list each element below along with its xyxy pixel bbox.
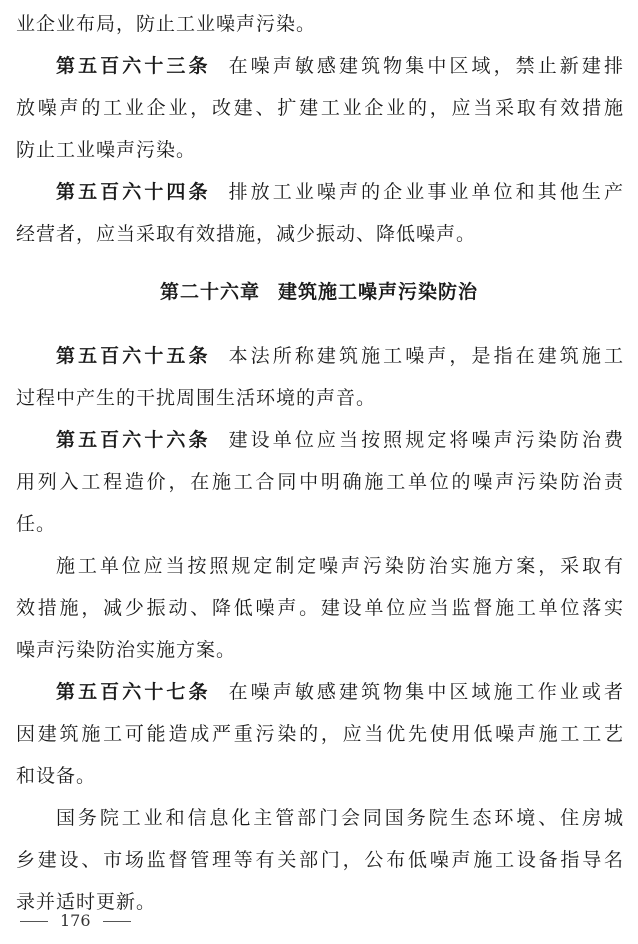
text-line: 噪声污染防治实施方案。 bbox=[16, 639, 237, 661]
article-label: 第五百六十六条 bbox=[56, 429, 211, 451]
chapter-number: 第二十六章 bbox=[159, 281, 260, 303]
text-line: 用列入工程造价，在施工合同中明确施工单位的噪声污染防治责 bbox=[16, 471, 624, 493]
article-label: 第五百六十三条 bbox=[56, 55, 211, 77]
text-line: 经营者，应当采取有效措施，减少振动、降低噪声。 bbox=[16, 223, 477, 245]
article-label: 第五百六十五条 bbox=[56, 345, 211, 367]
text-line: 录并适时更新。 bbox=[16, 891, 157, 913]
text-line: 任。 bbox=[16, 513, 57, 535]
article-567-line: 第五百六十七条 在噪声敏感建筑物集中区域施工作业或者 bbox=[56, 681, 624, 703]
text-line: 和设备。 bbox=[16, 765, 97, 787]
text-line: 业企业布局，防止工业噪声污染。 bbox=[16, 13, 317, 35]
text-line: 放噪声的工业企业，改建、扩建工业企业的，应当采取有效措施 bbox=[16, 97, 624, 119]
chapter-title: 建筑施工噪声污染防治 bbox=[278, 281, 479, 303]
text-line: 因建筑施工可能造成严重污染的，应当优先使用低噪声施工工艺 bbox=[16, 723, 624, 745]
dash-right bbox=[103, 921, 131, 922]
text-line: 乡建设、市场监督管理等有关部门，公布低噪声施工设备指导名 bbox=[16, 849, 624, 871]
page-number-value: 176 bbox=[60, 911, 91, 930]
text-line: 施工单位应当按照规定制定噪声污染防治实施方案，采取有 bbox=[56, 555, 624, 577]
article-564-line: 第五百六十四条 排放工业噪声的企业事业单位和其他生产 bbox=[56, 181, 624, 203]
chapter-heading bbox=[0, 272, 638, 312]
article-563-line: 第五百六十三条 在噪声敏感建筑物集中区域，禁止新建排 bbox=[56, 55, 624, 77]
dash-left bbox=[20, 921, 48, 922]
article-565-line: 第五百六十五条 本法所称建筑施工噪声，是指在建筑施工 bbox=[56, 345, 624, 367]
text-line: 国务院工业和信息化主管部门会同国务院生态环境、住房城 bbox=[56, 807, 624, 829]
text-line: 防止工业噪声污染。 bbox=[16, 139, 197, 161]
text-line: 过程中产生的干扰周围生活环境的声音。 bbox=[16, 387, 377, 409]
article-label: 第五百六十七条 bbox=[56, 681, 211, 703]
text-line: 效措施，减少振动、降低噪声。建设单位应当监督施工单位落实 bbox=[16, 597, 624, 619]
article-label: 第五百六十四条 bbox=[56, 181, 211, 203]
article-566-line: 第五百六十六条 建设单位应当按照规定将噪声污染防治费 bbox=[56, 429, 624, 451]
page-number bbox=[20, 907, 131, 935]
